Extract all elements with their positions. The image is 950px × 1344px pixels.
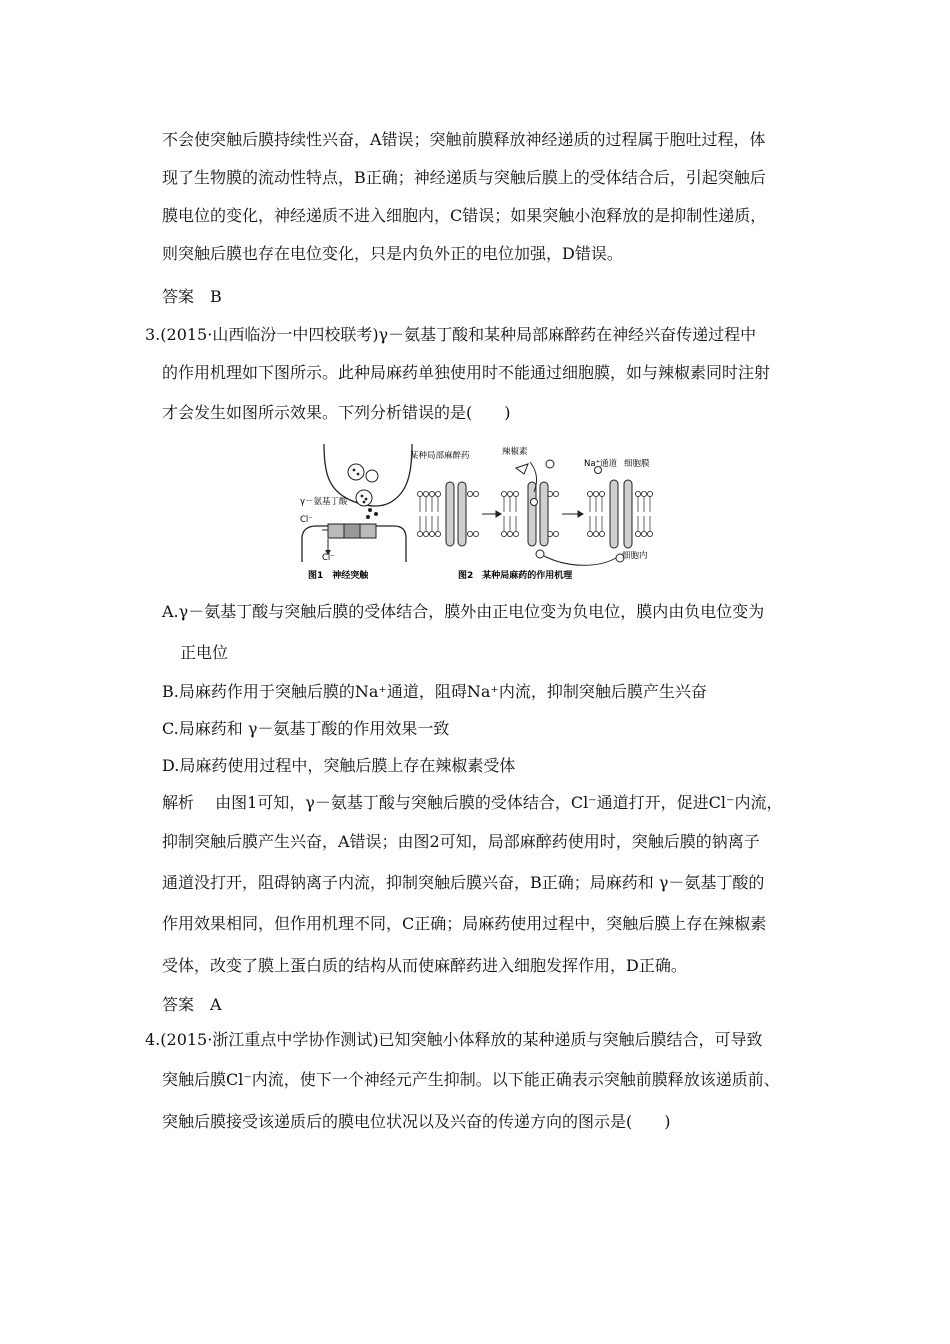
q3-stem-line-2: 的作用机理如下图所示。此种局麻药单独使用时不能通过细胞膜，如与辣椒素同时注射: [162, 363, 771, 382]
analysis-line-4: 则突触后膜也存在电位变化，只是内负外正的电位加强，D错误。: [162, 244, 623, 263]
q3-analysis-line-4: 作用效果相同，但作用机理不同，C正确；局麻药使用过程中，突触后膜上存在辣椒素: [162, 914, 767, 933]
fig2-membranes: [417, 460, 652, 565]
analysis-line-3: 膜电位的变化，神经递质不进入细胞内，C错误；如果突触小泡释放的是抑制性递质，: [162, 206, 767, 225]
q3-figure-svg: [298, 442, 662, 582]
q3-option-a-cont: 正电位: [180, 643, 229, 662]
q3-option-b: B.局麻药作用于突触后膜的Na⁺通道，阻碍Na⁺内流，抑制突触后膜产生兴奋: [162, 682, 707, 701]
fig2-na-channel-label: Na⁺通道: [584, 459, 618, 469]
analysis-line-2: 现了生物膜的流动性特点，B正确；神经递质与突触后膜上的受体结合后，引起突触后: [162, 168, 766, 187]
fig2-capsaicin-label: 辣椒素: [502, 447, 528, 457]
q3-analysis-line-1: 解析 由图1可知，γ－氨基丁酸与突触后膜的受体结合，Cl⁻通道打开，促进Cl⁻内流，: [162, 793, 783, 812]
q4-stem-line-1: 4.(2015·浙江重点中学协作测试)已知突触小体释放的某种递质与突触后膜结合，可导致: [145, 1030, 763, 1049]
previous-answer: 答案 B: [162, 287, 222, 306]
q3-analysis-line-2: 抑制突触后膜产生兴奋，A错误；由图2可知，局部麻醉药使用时，突触后膜的钠离子: [162, 832, 760, 851]
fig1-cl-label: Cl⁻: [300, 515, 313, 525]
q3-analysis-line-5: 受体，改变了膜上蛋白质的结构从而使麻醉药进入细胞发挥作用，D正确。: [162, 956, 687, 975]
q3-stem-line-3: 才会发生如图所示效果。下列分析错误的是( ): [162, 403, 511, 422]
q3-analysis-line-3: 通道没打开，阻碍钠离子内流，抑制突触后膜兴奋，B正确；局麻药和 γ－氨基丁酸的: [162, 873, 765, 892]
analysis-line-1: 不会使突触后膜持续性兴奋，A错误；突触前膜释放神经递质的过程属于胞吐过程，体: [162, 130, 766, 149]
q4-stem-line-3: 突触后膜接受该递质后的膜电位状况以及兴奋的传递方向的图示是( ): [162, 1112, 671, 1131]
fig1-caption: 图1 神经突触: [308, 571, 369, 581]
fig1-gaba-label: γ－氨基丁酸: [300, 497, 348, 507]
q3-option-d: D.局麻药使用过程中，突触后膜上存在辣椒素受体: [162, 756, 516, 775]
fig1-cl-inside-label: Cl⁻: [322, 553, 335, 563]
fig2-caption: 图2 某种局麻药的作用机理: [458, 571, 573, 581]
q4-stem-line-2: 突触后膜Cl⁻内流，使下一个神经元产生抑制。以下能正确表示突触前膜释放该递质前、: [162, 1070, 780, 1089]
q3-answer: 答案 A: [162, 995, 222, 1014]
fig2-drug-label: 某种局部麻醉药: [410, 451, 470, 461]
q3-figure: [298, 442, 662, 582]
fig2-membrane-label: 细胞膜: [624, 459, 650, 469]
q3-option-a: A.γ－氨基丁酸与突触后膜的受体结合，膜外由正电位变为负电位，膜内由负电位变为: [162, 602, 765, 621]
q3-stem-line-1: 3.(2015·山西临汾一中四校联考)γ－氨基丁酸和某种局部麻醉药在神经兴奋传递过程中: [145, 325, 757, 344]
fig2-inside-label: 细胞内: [622, 551, 648, 561]
q3-option-c: C.局麻药和 γ－氨基丁酸的作用效果一致: [162, 719, 450, 738]
